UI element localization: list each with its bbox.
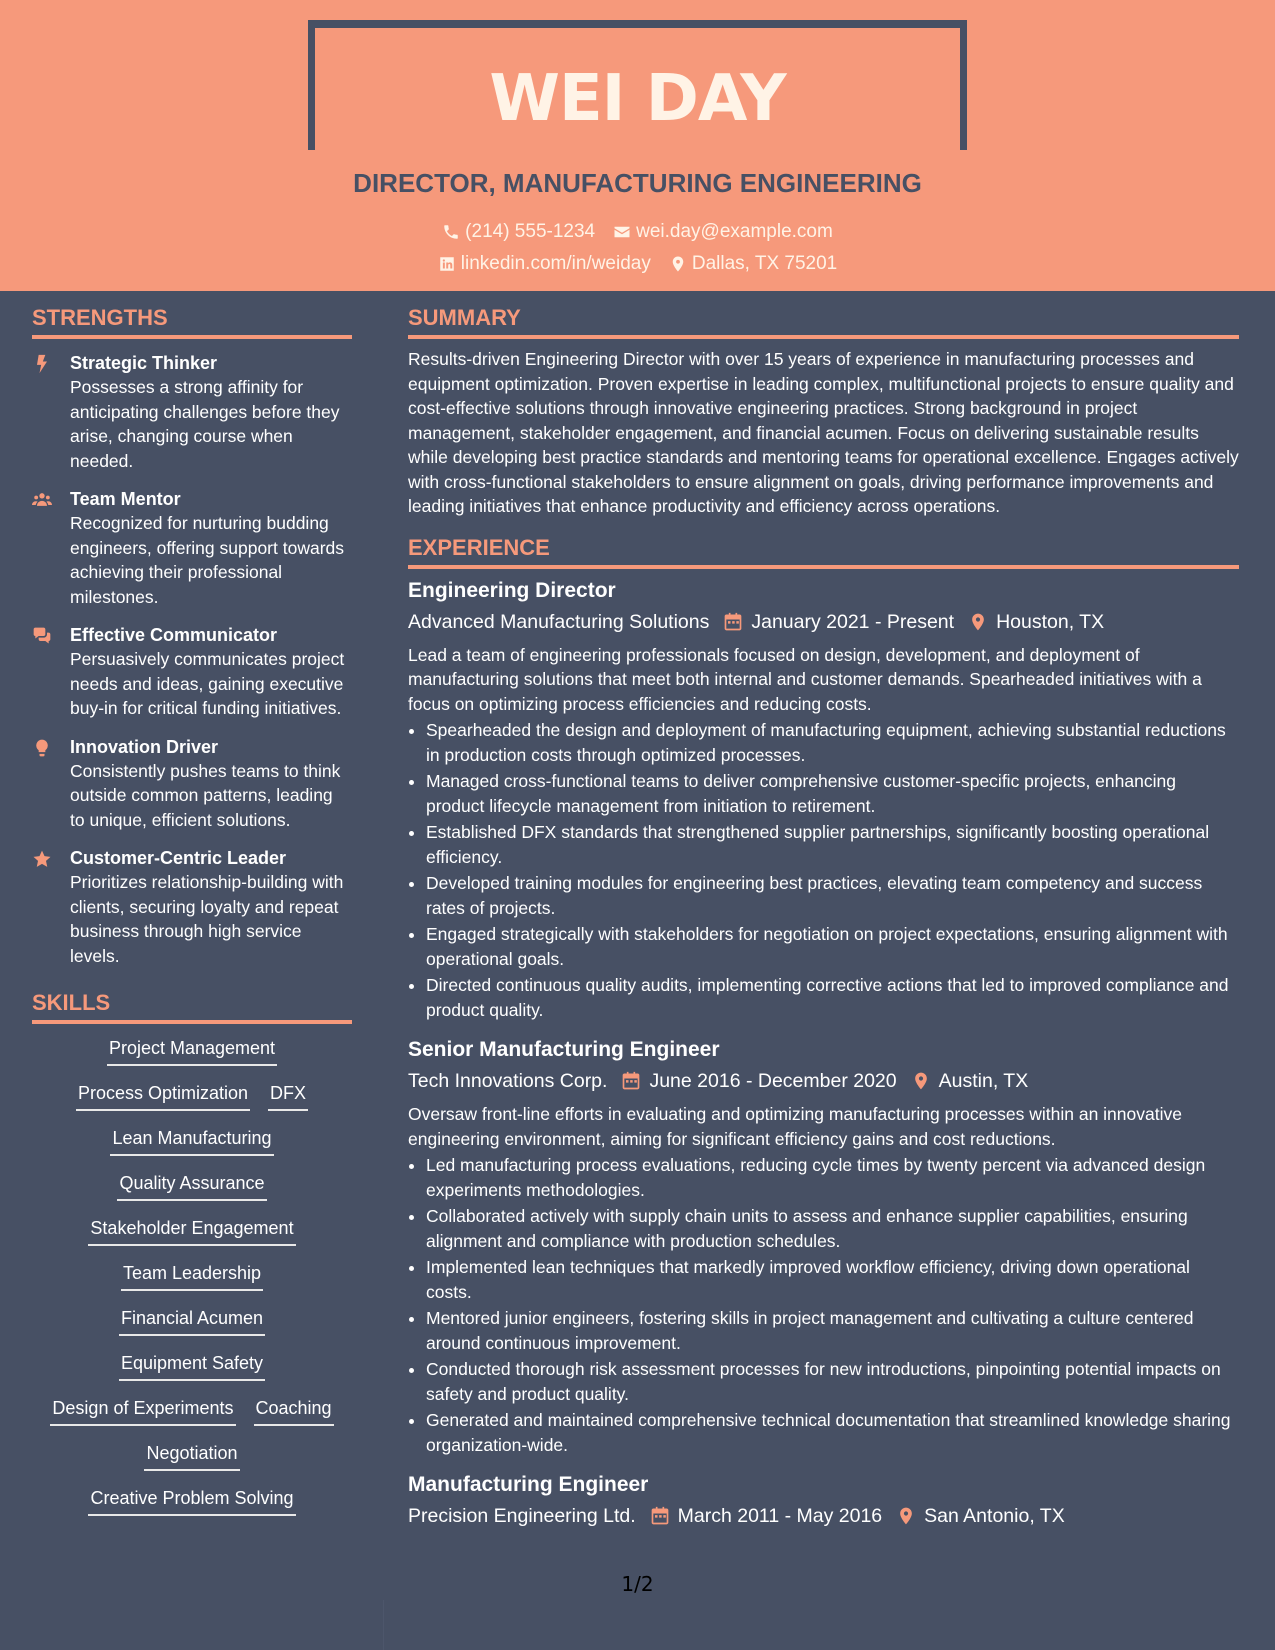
map-pin-icon (896, 1506, 916, 1526)
job-title: Engineering Director (408, 578, 616, 602)
column-divider (383, 1600, 384, 1650)
strength-item (32, 351, 352, 473)
job-meta (408, 1503, 1239, 1529)
email-text[interactable]: wei.day@example.com (636, 221, 833, 242)
strength-item (32, 623, 352, 721)
strengths-list (32, 351, 352, 968)
job-company: Tech Innovations Corp. (408, 1070, 608, 1092)
skill-tag: Equipment Safety (119, 1353, 265, 1381)
summary-text: Results-driven Engineering Director with over 15 years of experience in manufacturing processes and equipment optimization. Proven expertise in leading complex, multifunctional projects to ensure quality and cost-effective solutions through innovative engineering practices. Strong background in project management, stakeholder engagement, and financial acumen. Focus on delivering sustainable results while developing best practice standards and mentoring teams for operational excellence. Engages actively with cross-functional stakeholders to ensure alignment on goals, driving performance improvements and leading initiatives that enhance productivity and efficiency across operations. (408, 349, 1239, 516)
strength-item (32, 487, 352, 609)
strength-title: Effective Communicator (70, 625, 278, 645)
job-meta (408, 1068, 1239, 1094)
job-entry (408, 577, 1239, 1023)
bullet-item: • Managed cross-functional teams to deliver comprehensive customer-specific projects, enhancing product lifecycle management from initiation to retirement. (426, 769, 1239, 818)
summary-heading: SUMMARY (408, 305, 1239, 339)
skill-tag: Process Optimization (76, 1083, 250, 1111)
job-bullets (408, 1153, 1239, 1457)
job-dates: March 2011 - May 2016 (677, 1505, 883, 1527)
skills-heading: SKILLS (32, 990, 352, 1024)
envelope-icon (613, 223, 631, 241)
job-title: Senior Manufacturing Engineer (408, 1038, 720, 1061)
users-icon (32, 490, 52, 510)
job-location: San Antonio, TX (924, 1505, 1065, 1527)
bullet-item: • Established DFX standards that strengthened supplier partnerships, significantly boosting operational efficiency. (426, 820, 1239, 869)
strength-title: Customer-Centric Leader (70, 848, 287, 868)
skills-list (32, 1038, 352, 1533)
job-description: Lead a team of engineering professionals focused on design, development, and deployment of manufacturing solutions that meet both internal and customer demands. Spearheaded initiatives with a focus on optimizing process efficiencies and reducing costs. (408, 644, 1202, 714)
email-contact[interactable] (613, 221, 833, 243)
bullet-item: • Led manufacturing process evaluations, reducing cycle times by twenty percent via advanced design experiments methodologies. (426, 1153, 1239, 1202)
skill-tag: DFX (268, 1083, 308, 1111)
strength-desc: Persuasively communicates project needs and ideas, gaining executive buy-in for critical funding initiatives. (70, 649, 345, 718)
experience-heading: EXPERIENCE (408, 535, 1239, 569)
page-number: 1/2 (621, 1572, 654, 1596)
job-entry (408, 1471, 1239, 1529)
phone-contact (442, 221, 595, 243)
job-entry (408, 1036, 1239, 1457)
skill-tag: Creative Problem Solving (88, 1488, 295, 1516)
job-company: Precision Engineering Ltd. (408, 1505, 636, 1527)
job-location: Houston, TX (996, 610, 1105, 633)
candidate-name: WEI DAY (489, 62, 786, 136)
skill-tag: Coaching (254, 1398, 334, 1426)
calendar-icon (723, 612, 743, 632)
bolt-icon (32, 354, 52, 374)
bullet-item: • Directed continuous quality audits, implementing corrective actions that led to improved compliance and product quality. (426, 973, 1239, 1022)
bullet-item: • Conducted thorough risk assessment processes for new introductions, pinpointing potential impacts on safety and product quality. (426, 1357, 1239, 1406)
strengths-heading: STRENGTHS (32, 305, 352, 339)
job-location: Austin, TX (938, 1070, 1029, 1092)
skill-tag: Financial Acumen (119, 1308, 265, 1336)
skill-tag: Team Leadership (121, 1263, 263, 1291)
strength-title: Team Mentor (70, 489, 181, 509)
bullet-item: • Collaborated actively with supply chain units to assess and enhance supplier capabilities, ensuring alignment and compliance with production schedules. (426, 1204, 1239, 1253)
linkedin-icon (438, 255, 456, 273)
bullet-item: • Spearheaded the design and deployment of manufacturing equipment, achieving substantial reductions in production costs through optimized processes. (426, 718, 1239, 767)
left-column (32, 305, 352, 1533)
calendar-icon (650, 1506, 670, 1526)
skill-tag: Negotiation (144, 1443, 239, 1471)
job-title: Manufacturing Engineer (408, 1473, 649, 1496)
job-company: Advanced Manufacturing Solutions (408, 610, 710, 633)
location-text: Dallas, TX 75201 (691, 253, 838, 274)
job-description: Oversaw front-line efforts in evaluating and optimizing manufacturing processes within an innovative engineering environment, aiming for significant efficiency gains and cost reductions. (408, 1104, 1182, 1149)
linkedin-contact[interactable] (438, 253, 651, 275)
candidate-role: DIRECTOR, MANUFACTURING ENGINEERING (353, 168, 922, 198)
bullet-item: • Generated and maintained comprehensive technical documentation that streamlined knowledge sharing organization-wide. (426, 1408, 1239, 1457)
job-dates: January 2021 - Present (751, 610, 955, 633)
phone-icon (442, 223, 460, 241)
bullet-item: • Developed training modules for engineering best practices, elevating team competency and success rates of projects. (426, 871, 1239, 920)
strength-desc: Possesses a strong affinity for anticipating challenges before they arise, changing course when needed. (70, 377, 340, 471)
linkedin-text[interactable]: linkedin.com/in/weiday (460, 253, 651, 274)
job-dates: June 2016 - December 2020 (649, 1070, 897, 1092)
map-pin-icon (911, 1071, 931, 1091)
bullet-item: • Implemented lean techniques that markedly improved workflow efficiency, driving down operational costs. (426, 1255, 1239, 1304)
lightbulb-icon (32, 738, 52, 758)
bullet-item: • Engaged strategically with stakeholders for negotiation on project expectations, ensuring alignment with operational goals. (426, 922, 1239, 971)
bullet-item: • Mentored junior engineers, fostering skills in project management and cultivating a culture centered around continuous improvement. (426, 1306, 1239, 1355)
job-bullets (408, 718, 1239, 1022)
strength-desc: Consistently pushes teams to think outside common patterns, leading to unique, efficient solutions. (70, 760, 341, 830)
contact-row-2 (0, 253, 1275, 275)
star-icon (32, 849, 52, 869)
skill-tag: Stakeholder Engagement (88, 1218, 295, 1246)
contact-row-1 (0, 221, 1275, 243)
strength-item (32, 846, 352, 968)
phone-text: (214) 555-1234 (465, 221, 596, 242)
right-column (408, 305, 1239, 1529)
map-pin-icon (669, 255, 687, 273)
calendar-icon (621, 1071, 641, 1091)
skill-tag: Lean Manufacturing (110, 1128, 273, 1156)
strength-title: Innovation Driver (70, 736, 219, 757)
comments-icon (32, 626, 52, 646)
skill-tag: Design of Experiments (50, 1398, 235, 1426)
map-pin-icon (968, 612, 988, 632)
location-contact (669, 253, 837, 275)
strength-desc: Prioritizes relationship-building with clients, securing loyalty and repeat business through high service levels. (70, 872, 344, 966)
resume-header (0, 0, 1275, 291)
skill-tag: Project Management (107, 1038, 277, 1066)
skill-tag: Quality Assurance (117, 1173, 266, 1201)
strength-item (32, 735, 352, 833)
strength-title: Strategic Thinker (70, 353, 218, 373)
job-meta (408, 609, 1239, 635)
strength-desc: Recognized for nurturing budding engineers, offering support towards achieving their professional milestones. (70, 513, 345, 607)
